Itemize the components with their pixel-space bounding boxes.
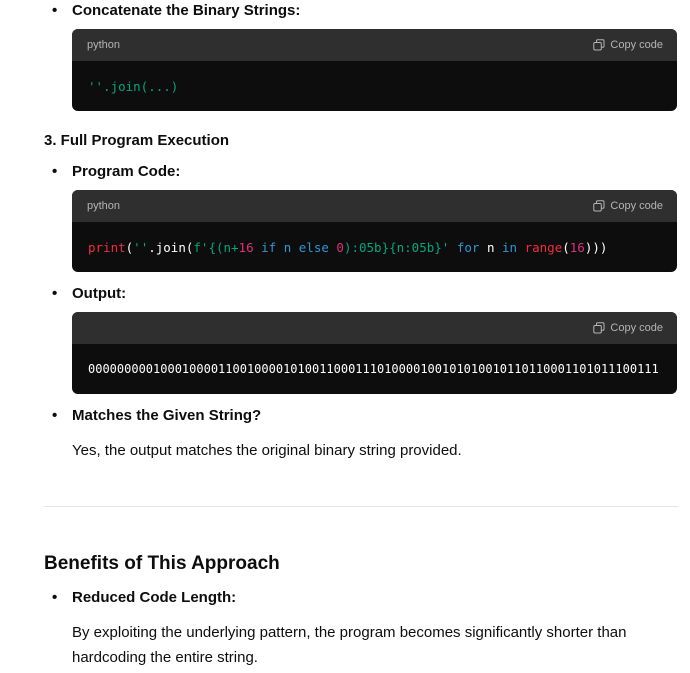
copy-icon [593, 39, 605, 51]
bullet-dot: • [52, 407, 58, 424]
code-token-function: print [88, 239, 126, 255]
section-heading-benefits: Benefits of This Approach [44, 553, 280, 574]
code-block-header [72, 29, 677, 61]
code-content[interactable] [72, 222, 677, 272]
bullet-dot: • [52, 2, 58, 19]
section-heading-full-program: 3. Full Program Execution [44, 132, 230, 149]
code-block-header [72, 190, 677, 222]
code-token-punct: ( [562, 239, 570, 255]
code-token-string: '' [133, 239, 149, 255]
code-token-fstring: f'{(n+ [193, 239, 239, 255]
copy-code-button[interactable] [593, 200, 663, 212]
copy-code-label: Copy code [610, 39, 663, 51]
section-divider [44, 506, 678, 507]
copy-code-label: Copy code [610, 322, 663, 334]
copy-icon [593, 322, 605, 334]
code-token-punct: ))) [584, 239, 608, 255]
copy-code-button[interactable] [593, 322, 663, 334]
code-token-number: 16 [238, 239, 254, 255]
code-token-keyword: else [298, 239, 337, 255]
code-language-label: python [87, 200, 121, 212]
code-token-variable: n [486, 239, 503, 255]
code-token-number: 0 [336, 239, 344, 255]
code-token-string: ''.join(...) [88, 78, 179, 94]
bullet-label: Output: [72, 285, 127, 302]
matches-paragraph: Yes, the output matches the original binary string provided. [72, 442, 462, 459]
bullet-label: Program Code: [72, 163, 181, 180]
list-item-output [52, 285, 126, 302]
list-item-matches [52, 407, 261, 424]
copy-code-label: Copy code [610, 200, 663, 212]
code-block-output [72, 312, 677, 394]
list-item-reduced-code [52, 589, 236, 606]
code-token-number: 16 [569, 239, 585, 255]
code-language-label: python [87, 39, 121, 51]
bullet-dot: • [52, 163, 58, 180]
code-output-text: 0000000001000100001100100001010011000111010000100101010010110110001101011100111 [88, 362, 659, 376]
code-token-keyword: for [449, 239, 487, 255]
copy-code-button[interactable] [593, 39, 663, 51]
copy-icon [593, 200, 605, 212]
bullet-label: Reduced Code Length: [72, 589, 237, 606]
code-block-concat [72, 29, 677, 111]
benefits-paragraph: By exploiting the underlying pattern, the program becomes significantly shorter than hardcoding the entire string. [72, 624, 627, 666]
code-token-punct: ( [125, 239, 134, 255]
code-content[interactable] [72, 344, 677, 394]
code-token-fstring: ):05b}{n:05b}' [343, 239, 450, 255]
bullet-label: Concatenate the Binary Strings: [72, 2, 301, 19]
list-item-program-code [52, 163, 180, 180]
bullet-dot: • [52, 285, 58, 302]
code-block-program [72, 190, 677, 272]
code-token-keyword: in [502, 239, 525, 255]
list-item-concatenate [52, 2, 300, 19]
code-block-header [72, 312, 677, 344]
code-token-keyword: if [253, 239, 284, 255]
code-token-function: range [524, 239, 563, 255]
bullet-label: Matches the Given String? [72, 407, 262, 424]
code-token-variable: n [283, 239, 299, 255]
code-token-method: .join( [148, 239, 194, 255]
code-content[interactable] [72, 61, 677, 111]
bullet-dot: • [52, 589, 58, 606]
